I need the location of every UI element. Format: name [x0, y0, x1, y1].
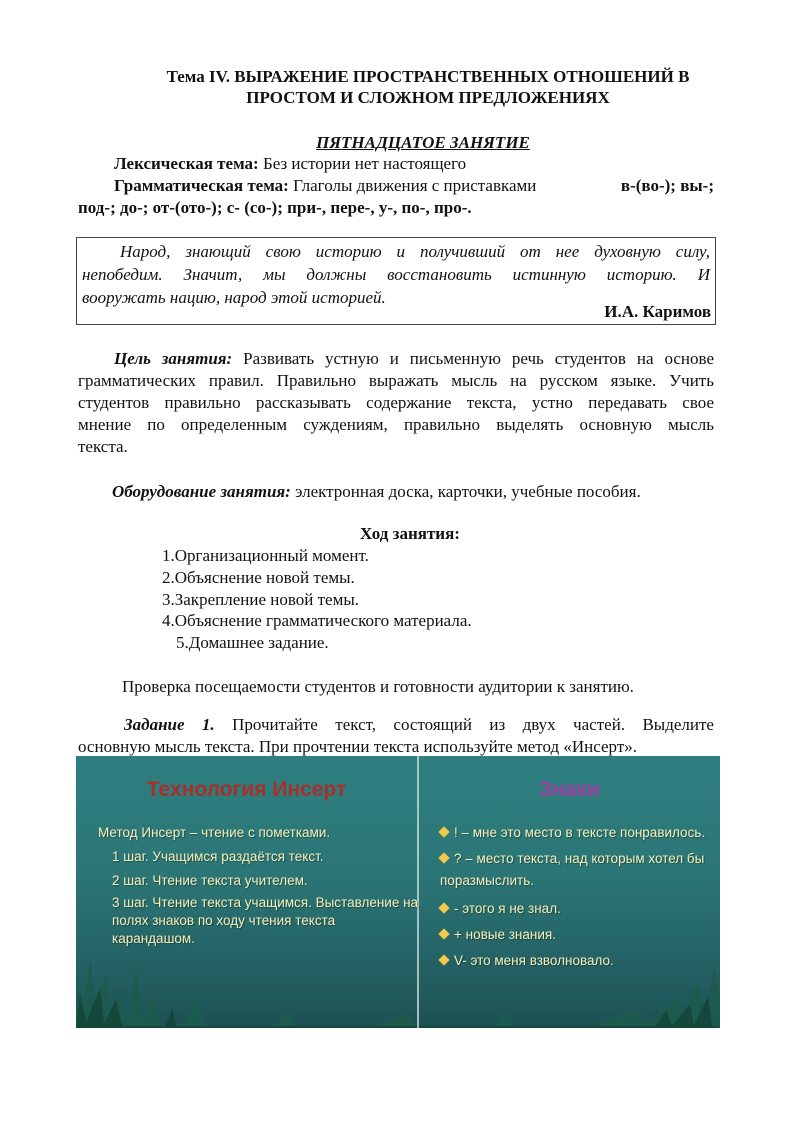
grammar-prefixes-1: в-(во-); вы-; [620, 176, 714, 195]
lesson-goal [78, 348, 714, 458]
slide-left-line-5: полях знаков по ходу чтения текста [112, 913, 336, 928]
insert-method-slide [76, 756, 720, 1028]
grammar-theme-value: Глаголы движения с приставками [293, 176, 537, 195]
lexical-theme-value: Без истории нет настоящего [262, 154, 467, 173]
lexical-theme-label: Лексическая тема: [114, 154, 259, 173]
plan-item-5: 5.Домашнее задание. [176, 633, 329, 652]
goal-line5: текста. [78, 437, 128, 456]
diamond-bullet-icon [438, 902, 449, 913]
grammar-theme-label: Грамматическая тема: [114, 176, 289, 195]
quote-line3: вооружать нацию, народ этой историей. [82, 288, 386, 307]
diamond-bullet-icon [438, 852, 449, 863]
slide-left-line-6: карандашом. [112, 931, 195, 946]
goal-line3: студентов правильно рассказывать содержание текста, устно передавать свое [78, 393, 714, 412]
slide-left-line-3: 2 шаг. Чтение текста учителем. [112, 873, 308, 888]
diamond-bullet-icon [438, 954, 449, 965]
slide-left-line-4: 3 шаг. Чтение текста учащимся. Выставление на [112, 895, 419, 910]
sign-item-5: V- это меня взволновало. [440, 950, 614, 972]
slide-left-line-1: Метод Инсерт – чтение с пометками. [98, 825, 331, 840]
grammar-theme [114, 175, 714, 197]
theme-title-line1: Тема IV. ВЫРАЖЕНИЕ ПРОСТРАНСТВЕННЫХ ОТНОШЕНИЙ В [166, 67, 690, 86]
sign-item-2-cont: поразмыслить. [440, 873, 534, 888]
goal-label: Цель занятия: [114, 349, 233, 368]
plan-title: Ход занятия: [360, 524, 460, 543]
task-1-line1-text: Прочитайте текст, состоящий из двух частей. Выделите [214, 715, 714, 734]
diamond-bullet-icon [438, 826, 449, 837]
slide-left-title: Технология Инсерт [146, 778, 347, 801]
task-1 [78, 714, 714, 758]
lexical-theme [114, 153, 466, 175]
slide-right-title: Знаки [539, 778, 600, 801]
grammar-prefixes-2: под-; до-; от-(ото-); с- (со-); при-, пере-, у-, по-, про-. [78, 198, 472, 217]
slide-left-line-2: 1 шаг. Учащимся раздаётся текст. [112, 849, 324, 864]
goal-line2: грамматических правил. Правильно выражать мысль на русском языке. Учить [78, 371, 714, 390]
goal-line1 [78, 348, 714, 370]
goal-line4: мнение по определенным суждениям, правильно выделять основную мысль [78, 415, 714, 434]
plan-item-3: 3.Закрепление новой темы. [162, 590, 359, 609]
attendance-note: Проверка посещаемости студентов и готовности аудитории к занятию. [122, 677, 634, 696]
plan-item-4: 4.Объяснение грамматического материала. [162, 611, 472, 630]
quote-box [76, 237, 716, 325]
quote-text [82, 240, 710, 309]
equipment-label: Оборудование занятия: [112, 482, 291, 501]
theme-title-line2: ПРОСТОМ И СЛОЖНОМ ПРЕДЛОЖЕНИЯХ [246, 88, 610, 107]
task-1-line2: основную мысль текста. При прочтении текста используйте метод «Инсерт». [78, 737, 638, 756]
quote-author: И.А. Каримов [604, 302, 711, 321]
theme-title [78, 66, 778, 108]
sign-item-3: - этого я не знал. [440, 898, 561, 920]
quote-line1: Народ, знающий свою историю и получивший от нее духовную силу, [120, 242, 710, 261]
sign-item-1: ! – мне это место в тексте понравилось. [440, 822, 705, 844]
plan-item-2: 2.Объяснение новой темы. [162, 568, 355, 587]
goal-line1-text: Развивать устную и письменную речь студентов на основе [232, 349, 714, 368]
diamond-bullet-icon [438, 928, 449, 939]
equipment-value: электронная доска, карточки, учебные пособия. [290, 482, 641, 501]
sign-item-4: + новые знания. [440, 924, 556, 946]
quote-line2: непобедим. Значит, мы должны восстановить истинную историю. И [82, 265, 710, 284]
task-1-label: Задание 1. [124, 715, 215, 734]
sign-item-2: ? – место текста, над которым хотел бы [440, 848, 704, 870]
grass-decoration [76, 938, 720, 1028]
equipment [112, 481, 641, 503]
plan-item-1: 1.Организационный момент. [162, 546, 369, 565]
lesson-title: ПЯТНАДЦАТОЕ ЗАНЯТИЕ [316, 133, 530, 152]
task-1-line1 [78, 714, 714, 736]
